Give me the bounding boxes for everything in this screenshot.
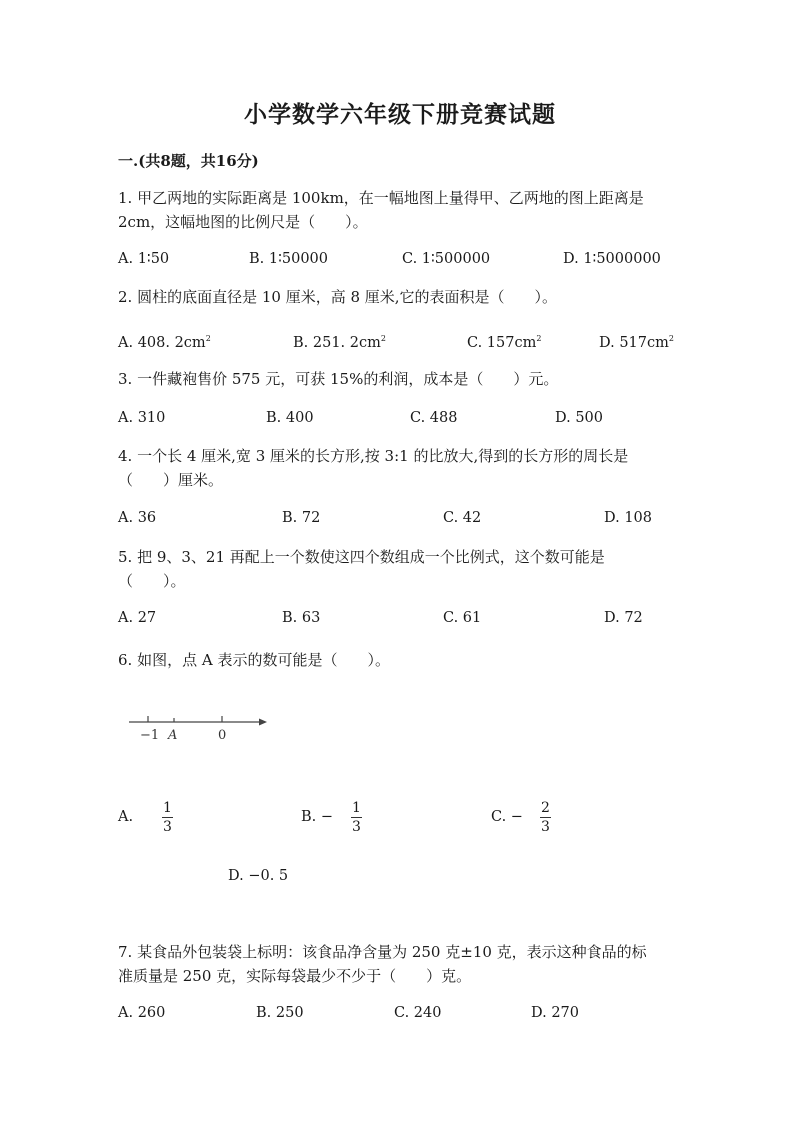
- q6-option-c-fraction: [540, 800, 551, 835]
- q2-option-d: D. $517cm^2$: [599, 334, 674, 351]
- q6-option-c: C. −: [491, 809, 523, 825]
- q3-option-a: A. 310: [118, 410, 166, 426]
- numerator: 1: [352, 800, 361, 816]
- question-6-line-1: 6. 如图，点 A 表示的数可能是（ ）。: [118, 651, 390, 669]
- q1-option-b: B. 1∶50000: [249, 251, 328, 267]
- q7-option-a: A. 260: [118, 1005, 166, 1021]
- denominator: 3: [352, 819, 361, 835]
- page-title: 小学数学六年级下册竞赛试题: [244, 101, 556, 128]
- q5-option-c: C. 61: [443, 610, 482, 626]
- question-4-line-2: （ ）厘米。: [118, 471, 224, 489]
- q1-option-a: A. 1∶50: [118, 251, 170, 267]
- q7-option-d: D. 270: [531, 1005, 580, 1021]
- q4-option-c: C. 42: [443, 510, 482, 526]
- question-4-line-1: 4. 一个长 4 厘米,宽 3 厘米的长方形,按 3:1 的比放大,得到的长方形的周长是: [118, 447, 629, 465]
- number-line-figure: [126, 708, 276, 744]
- label-minus-one: −1: [140, 728, 160, 743]
- label-point-a: A: [168, 728, 178, 743]
- q4-option-b: B. 72: [282, 510, 321, 526]
- q4-option-a: A. 36: [118, 510, 157, 526]
- q6-option-a-fraction: [162, 800, 173, 835]
- question-1-line-2: 2cm，这幅地图的比例尺是（ ）。: [118, 213, 368, 231]
- q2-option-b: B. 251. $2cm^2$: [293, 334, 386, 351]
- question-2-line-1: 2. 圆柱的底面直径是 10 厘米，高 8 厘米,它的表面积是（ ）。: [118, 288, 558, 306]
- label-zero: 0: [218, 728, 227, 743]
- question-7-line-2: 准质量是 250 克，实际每袋最少不少于（ ）克。: [118, 967, 472, 985]
- q5-option-d: D. 72: [604, 610, 643, 626]
- question-7-line-1: 7. 某食品外包装袋上标明：该食品净含量为 250 克±10 克，表示这种食品的标: [118, 943, 647, 961]
- q3-option-c: C. 488: [410, 410, 458, 426]
- q2-option-a: A. 408. $2cm^2$: [118, 334, 211, 351]
- q6-option-b: B. −: [301, 809, 334, 825]
- q4-option-d: D. 108: [604, 510, 653, 526]
- q6-option-b-fraction: [351, 800, 362, 835]
- q6-option-a: A.: [118, 809, 134, 825]
- denominator: 3: [541, 819, 550, 835]
- q6-option-d: D. −0. 5: [228, 868, 289, 884]
- q7-option-c: C. 240: [394, 1005, 442, 1021]
- question-3-line-1: 3. 一件藏袍售价 575 元，可获 15%的利润，成本是（ ）元。: [118, 370, 559, 388]
- q3-option-d: D. 500: [555, 410, 604, 426]
- q5-option-a: A. 27: [118, 610, 157, 626]
- question-1-line-1: 1. 甲乙两地的实际距离是 100km，在一幅地图上量得甲、乙两地的图上距离是: [118, 189, 644, 207]
- number-line-arrow: [259, 719, 267, 726]
- question-5-line-2: （ ）。: [118, 572, 186, 590]
- q1-option-d: D. 1∶5000000: [563, 251, 661, 267]
- q5-option-b: B. 63: [282, 610, 321, 626]
- denominator: 3: [163, 819, 172, 835]
- q2-option-c: C. $157cm^2$: [467, 334, 542, 351]
- question-5-line-1: 5. 把 9、3、21 再配上一个数使这四个数组成一个比例式，这个数可能是: [118, 548, 605, 566]
- q7-option-b: B. 250: [256, 1005, 304, 1021]
- numerator: 1: [163, 800, 172, 816]
- q3-option-b: B. 400: [266, 410, 314, 426]
- q1-option-c: C. 1∶500000: [402, 251, 491, 267]
- section-heading: 一.(共8题，共16分): [118, 152, 259, 170]
- numerator: 2: [541, 800, 550, 816]
